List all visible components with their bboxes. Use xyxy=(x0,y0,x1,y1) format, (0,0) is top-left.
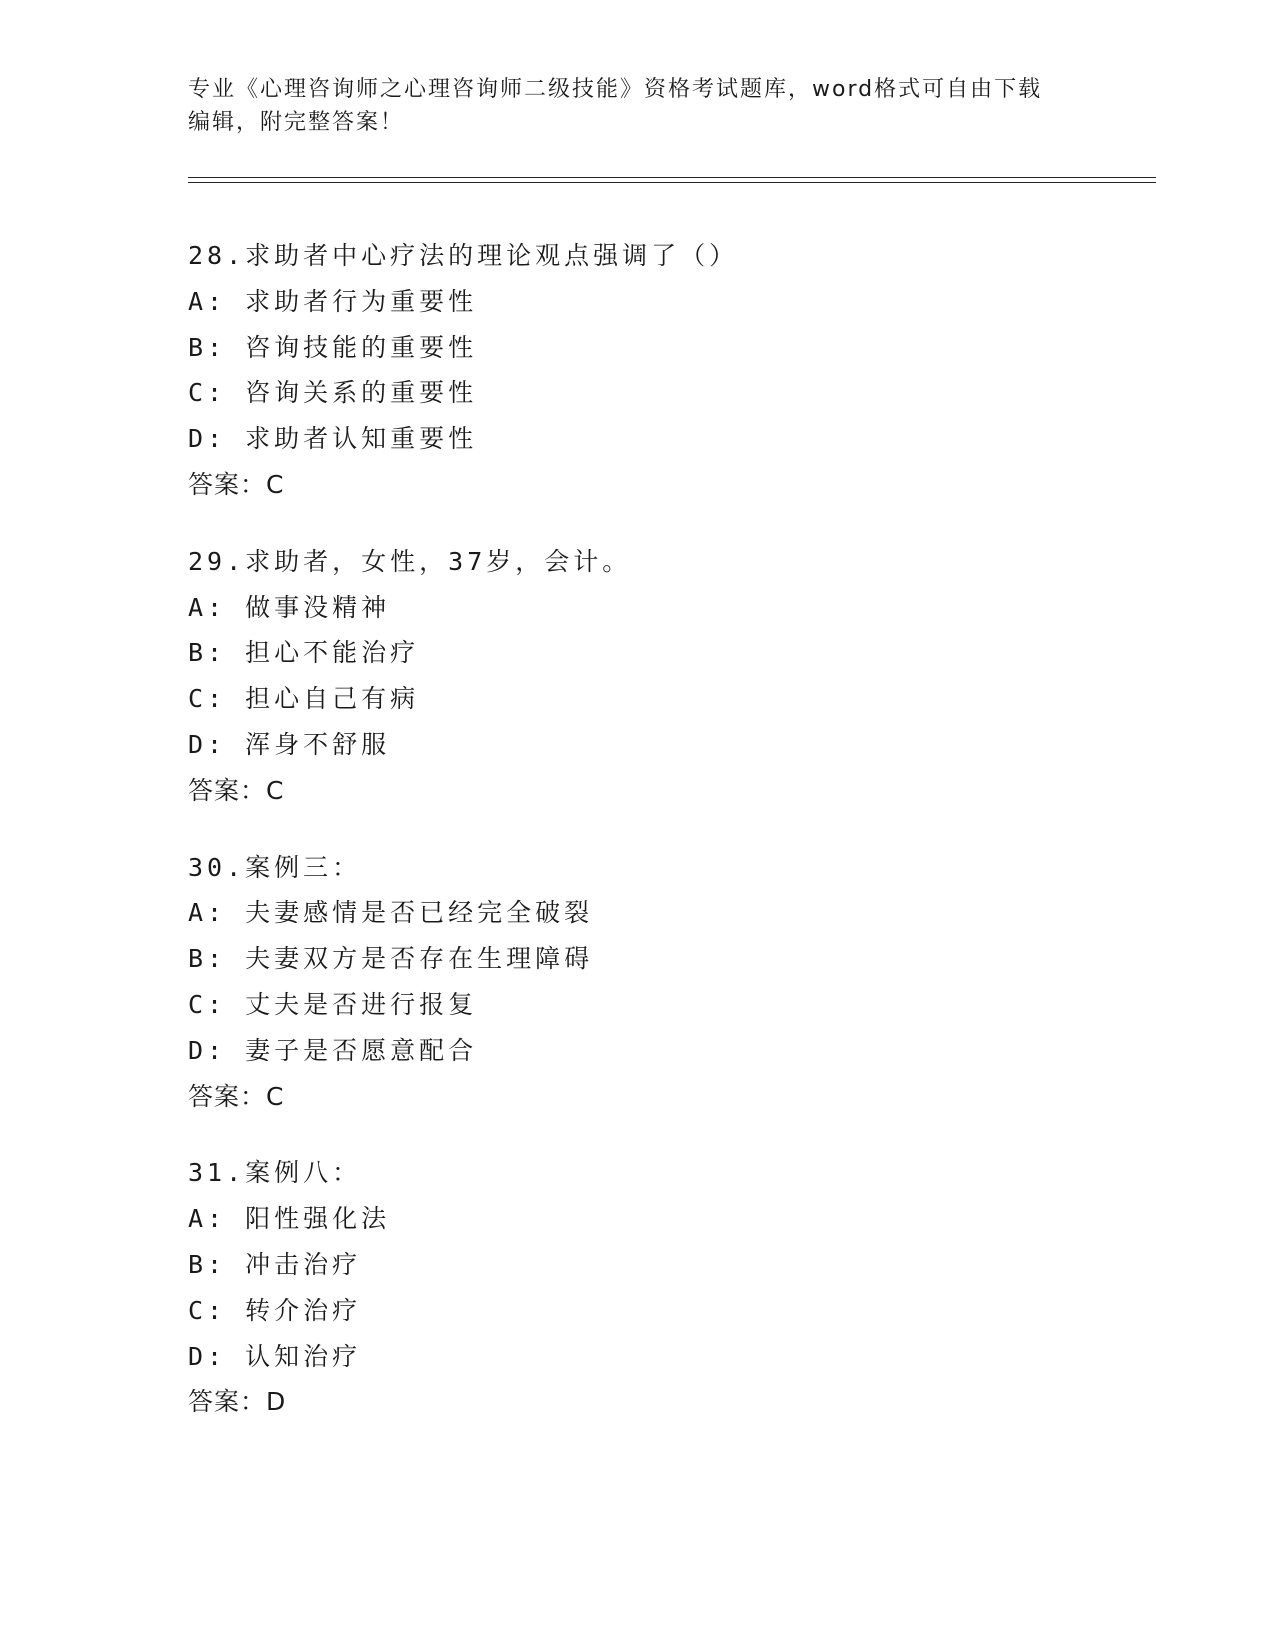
question-30 xyxy=(188,845,1148,1120)
answer-label: 答案：C xyxy=(188,775,285,805)
answer-label: 答案：C xyxy=(188,469,285,499)
answer-label: 答案：D xyxy=(188,1387,287,1417)
option-c: C: 转介治疗 xyxy=(188,1295,362,1325)
option-d: D: 认知治疗 xyxy=(188,1341,362,1371)
option-b: B: 冲击治疗 xyxy=(188,1249,362,1279)
header-divider-bottom xyxy=(188,182,1156,183)
question-stem: 31.案例八： xyxy=(188,1158,362,1188)
document-header xyxy=(188,73,1088,139)
question-28 xyxy=(188,233,1148,508)
question-stem: 28.求助者中心疗法的理论观点强调了（） xyxy=(188,241,739,270)
option-c: C: 丈夫是否进行报复 xyxy=(188,989,478,1019)
question-stem: 29.求助者，女性，37岁，会计。 xyxy=(188,546,632,576)
option-a: A: 求助者行为重要性 xyxy=(188,286,478,316)
option-c: C: 担心自己有病 xyxy=(188,684,420,714)
option-c: C: 咨询关系的重要性 xyxy=(188,378,478,408)
question-29 xyxy=(188,539,1148,814)
option-b: B: 担心不能治疗 xyxy=(188,638,420,668)
option-a: A: 夫妻感情是否已经完全破裂 xyxy=(188,898,594,928)
answer-label: 答案：C xyxy=(188,1081,285,1111)
option-d: D: 妻子是否愿意配合 xyxy=(188,1035,478,1065)
header-divider-top xyxy=(188,177,1156,178)
header-line-2: 编辑，附完整答案！ xyxy=(188,110,405,135)
option-d: D: 求助者认知重要性 xyxy=(188,424,478,454)
question-list xyxy=(188,233,1148,1456)
header-line-1: 专业《心理咨询师之心理咨询师二级技能》资格考试题库，word格式可自由下载 xyxy=(188,77,1043,102)
option-a: A: 做事没精神 xyxy=(188,592,391,622)
option-a: A: 阳性强化法 xyxy=(188,1204,391,1234)
question-stem: 30.案例三： xyxy=(188,852,362,882)
option-d: D: 浑身不舒服 xyxy=(188,729,391,759)
option-b: B: 夫妻双方是否存在生理障碍 xyxy=(188,944,594,974)
question-31 xyxy=(188,1150,1148,1425)
option-b: B: 咨询技能的重要性 xyxy=(188,332,478,362)
